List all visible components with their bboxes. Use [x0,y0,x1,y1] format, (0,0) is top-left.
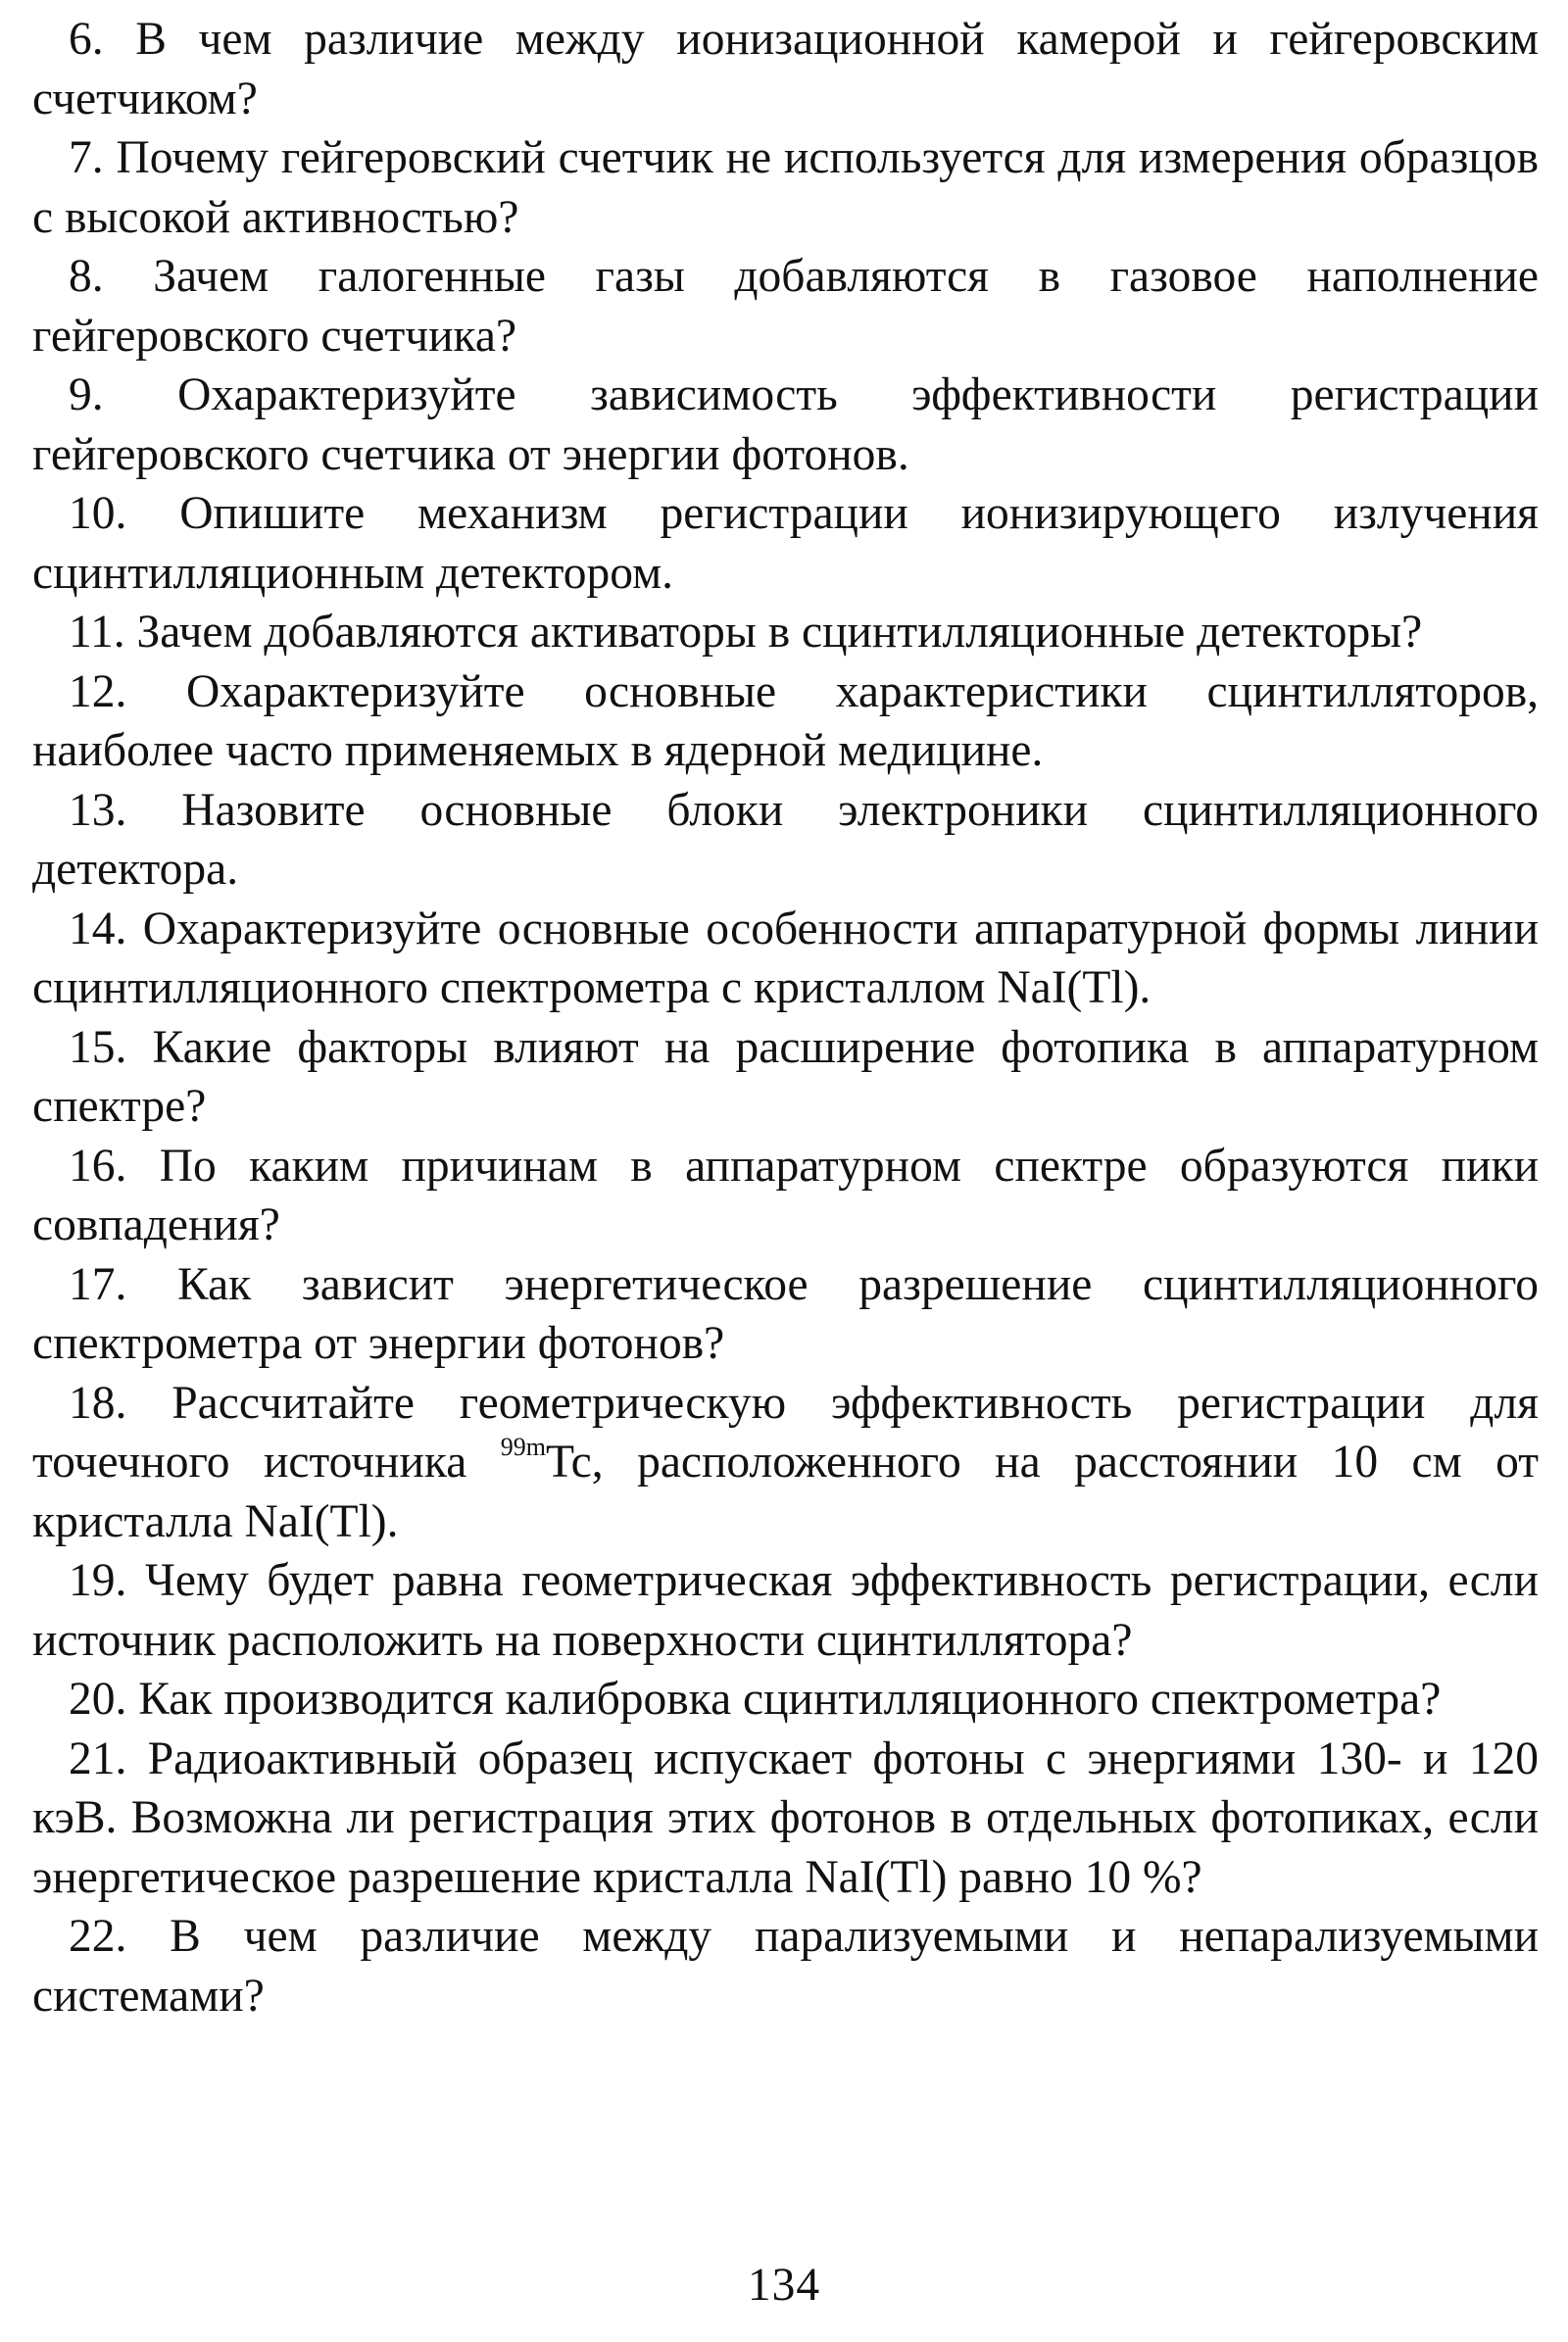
question-item [32,1255,1539,1374]
question-item [32,10,1539,128]
question-item [32,1730,1539,1908]
question-number: 7. [69,132,104,183]
question-item [32,1374,1539,1552]
page-content [32,10,1539,2025]
question-text: Какие факторы влияют на расширение фотопика в аппаратурном спектре? [32,1021,1539,1132]
question-item [32,603,1539,662]
question-text-end: Tc, расположенного на расстоянии 10 см от кристалла NaI(Tl). [32,1437,1539,1547]
question-number: 18. [69,1377,127,1429]
question-item [32,247,1539,366]
question-text: Опишите механизм регистрации ионизирующего излучения сцинтилляционным детектором. [32,488,1539,599]
question-number: 19. [69,1555,127,1606]
question-number: 13. [69,784,127,836]
question-number: 10. [69,488,127,539]
question-number: 22. [69,1911,127,1962]
question-text: Как производится калибровка сцинтилляционного спектрометра? [138,1674,1442,1725]
question-item [32,366,1539,484]
question-text: В чем различие между парализуемыми и непарализуемыми системами? [32,1911,1540,2022]
question-number: 15. [69,1021,127,1073]
question-item [32,900,1539,1018]
page-number: 134 [747,2260,821,2311]
question-number: 21. [69,1732,127,1784]
question-text: Назовите основные блоки электроники сцинтилляционного детектора. [32,784,1539,895]
question-number: 16. [69,1140,127,1192]
question-item [32,662,1539,781]
question-text: Чему будет равна геометрическая эффективность регистрации, если источник расположить на поверхности сцинтиллятора? [32,1555,1539,1666]
question-item [32,128,1539,247]
question-text: В чем различие между ионизационной камерой и гейгеровским счетчиком? [32,14,1539,124]
question-item [32,1018,1539,1137]
question-number: 9. [69,369,104,420]
question-text: Охарактеризуйте основные особенности аппаратурной формы линии сцинтилляционного спектрометра с кристаллом NaI(Tl). [32,903,1540,1013]
question-text: По каким причинам в аппаратурном спектре образуются пики совпадения? [32,1140,1539,1250]
question-text: Как зависит энергетическое разрешение сцинтилляционного спектрометра от энергии фотонов? [32,1258,1539,1369]
question-text: Радиоактивный образец испускает фотоны с энергиями 130- и 120 кэВ. Возможна ли регистрация этих фотонов в отдельных фотопиках, если энергетическое разрешение кристалла NaI(Tl) равно 10 %? [32,1732,1540,1903]
question-number: 17. [69,1258,127,1310]
question-text: Охарактеризуйте зависимость эффективности регистрации гейгеровского счетчика от энергии фотонов. [32,369,1539,480]
question-number: 12. [69,665,127,717]
question-text: Почему гейгеровский счетчик не используется для измерения образцов с высокой активностью? [32,132,1540,243]
question-number: 11. [69,607,125,658]
question-text: Охарактеризуйте основные характеристики сцинтилляторов, наиболее часто применяемых в ядерной медицине. [32,665,1539,776]
question-number: 8. [69,251,104,302]
question-item [32,781,1539,900]
isotope-mass-superscript: 99m [500,1432,546,1461]
question-text-start: Рассчитайте геометрическую эффективность регистрации для точечного источника [32,1377,1540,1488]
question-item [32,1551,1539,1670]
question-number: 14. [69,903,127,954]
question-item [32,1907,1539,2025]
question-text: Зачем добавляются активаторы в сцинтилляционные детекторы? [136,607,1423,658]
question-number: 20. [69,1674,127,1725]
question-item [32,484,1539,603]
question-item [32,1137,1539,1255]
question-number: 6. [69,14,104,65]
question-item [32,1670,1539,1730]
question-text: Зачем галогенные газы добавляются в газовое наполнение гейгеровского счетчика? [32,251,1540,362]
